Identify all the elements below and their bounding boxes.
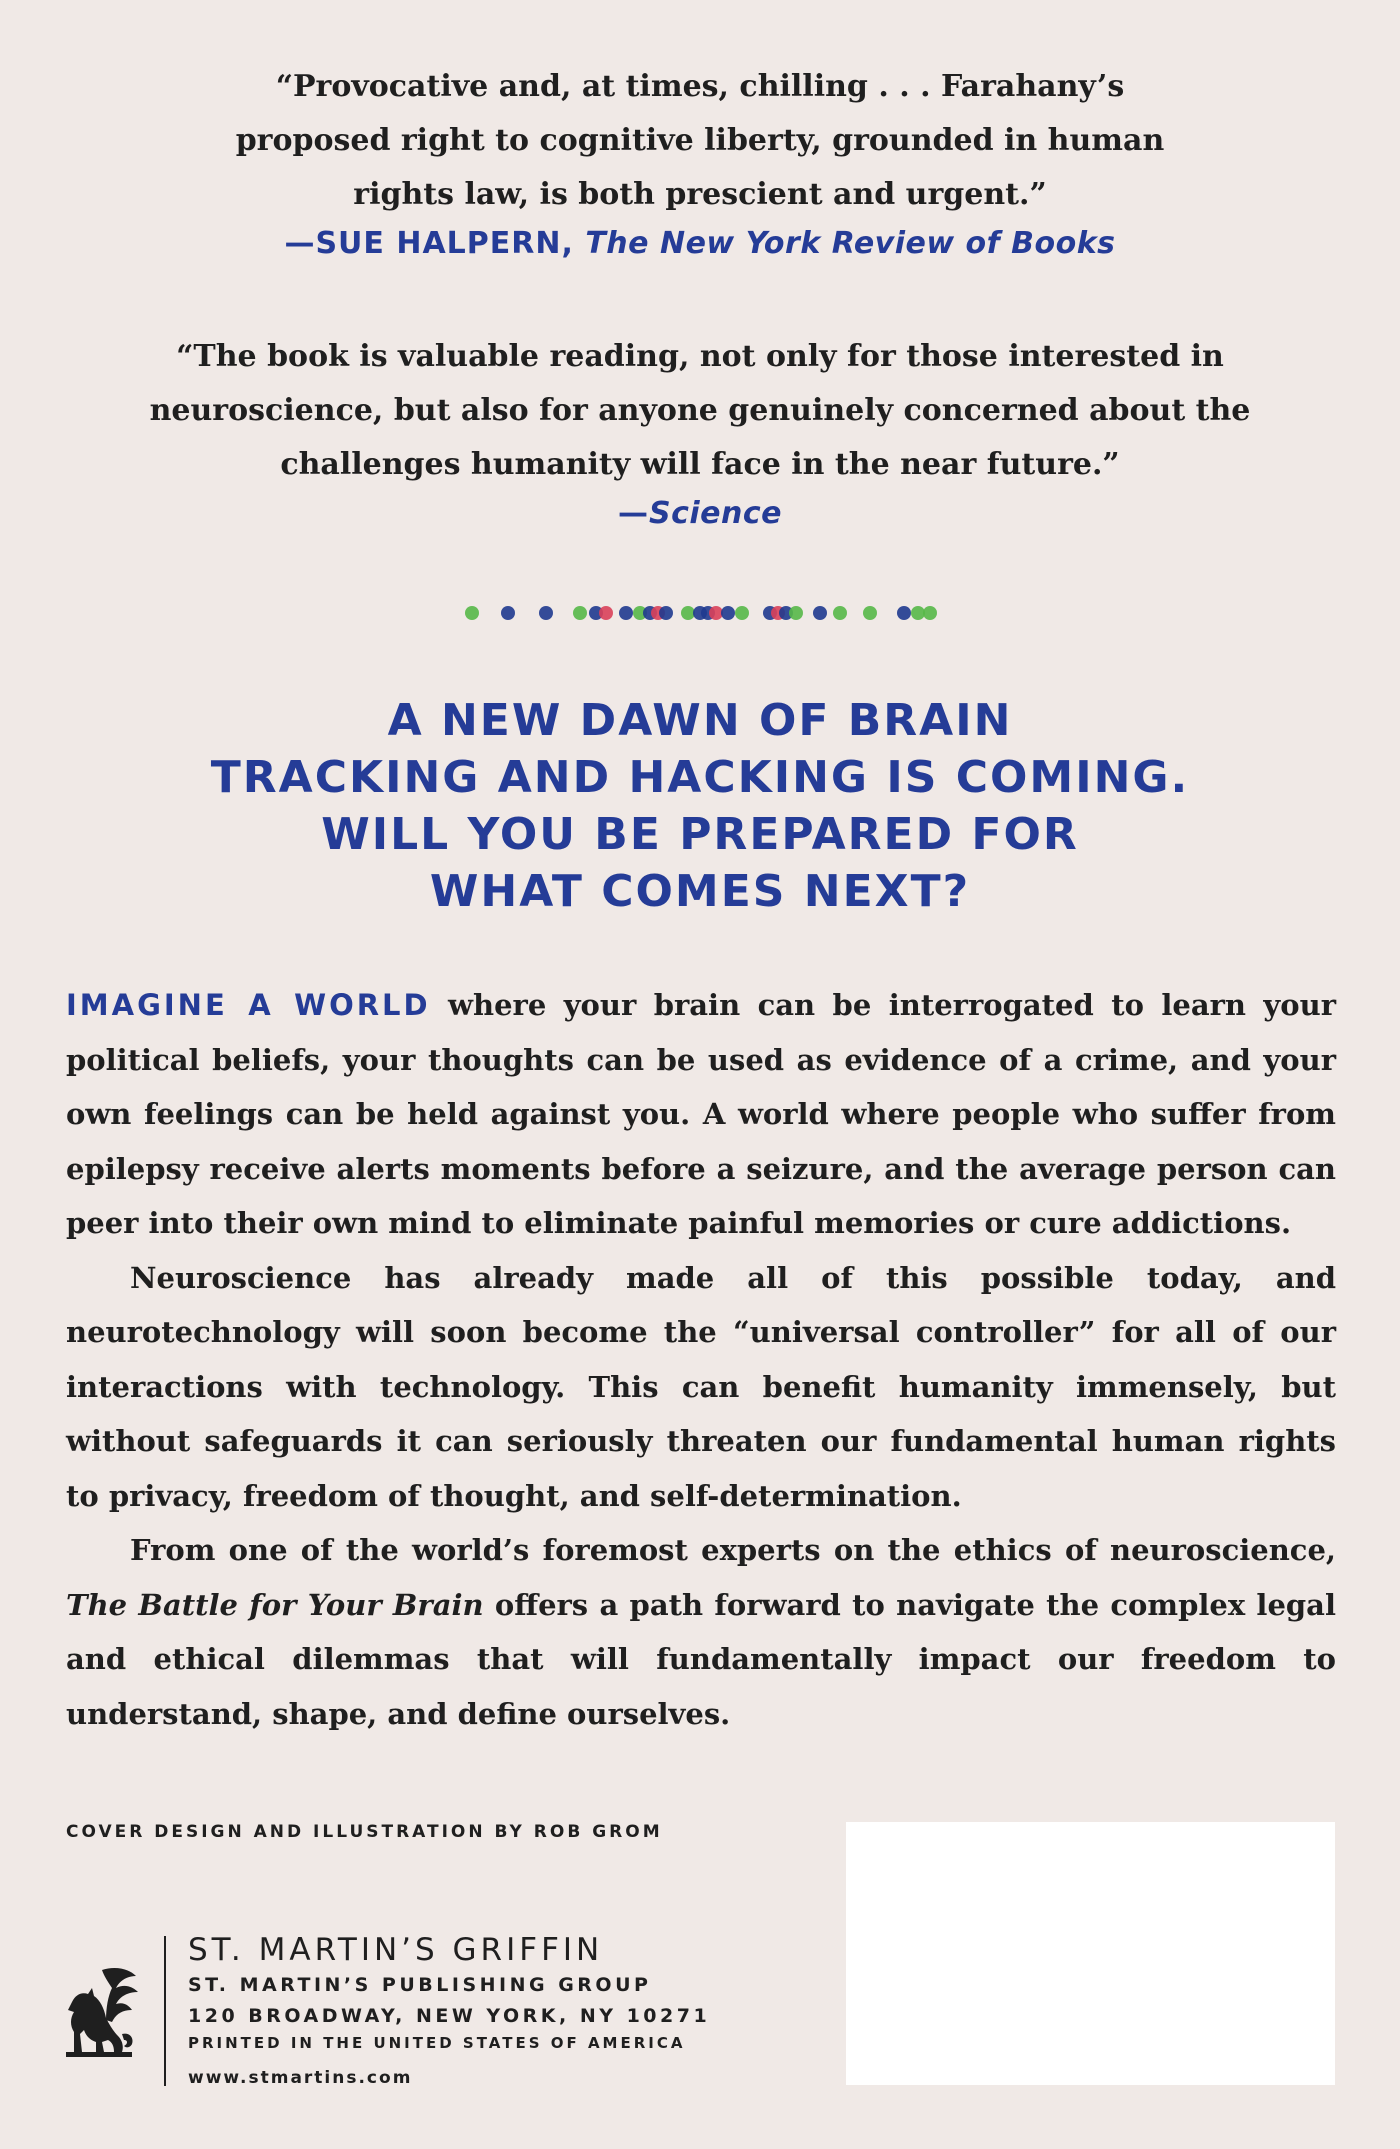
divider-dot: [709, 606, 723, 620]
divider-dot: [573, 606, 587, 620]
printed-in: PRINTED IN THE UNITED STATES OF AMERICA: [188, 2034, 686, 2052]
divider-dot: [501, 606, 515, 620]
description-paragraph-3: [66, 1523, 1336, 1741]
book-title: The Battle for Your Brain: [66, 1587, 484, 1622]
divider-dot: [599, 606, 613, 620]
quote-attribution-2: [100, 496, 1300, 531]
paragraph-text: From one of the world’s foremost experts on the ethics of neuroscience,: [130, 1533, 1336, 1567]
divider-dot: [539, 606, 553, 620]
headline: [60, 692, 1340, 920]
logo-divider: [164, 1936, 166, 2086]
dot-divider-icon: [0, 595, 1400, 631]
publisher-group: ST. MARTIN’S PUBLISHING GROUP: [188, 1974, 652, 1996]
divider-dot: [721, 606, 735, 620]
description: [66, 978, 1336, 1741]
divider-dot: [897, 606, 911, 620]
griffin-icon: [62, 1962, 142, 2062]
divider-dot: [833, 606, 847, 620]
quote-line: proposed right to cognitive liberty, grounded in human: [235, 123, 1165, 158]
description-paragraph-2: Neuroscience has already made all of this possible today, and neurotechnology will soon become the “universal controller” for all of our interactions with technology. This can benefit humanity immensely, but without safeguards it can seriously threaten our fundamental human rights to privacy, freedom of thought, and self-determination.: [66, 1260, 1336, 1513]
barcode-area: [846, 1822, 1335, 2085]
paragraph-text: where your brain can be interrogated to learn your political beliefs, your thoughts can be used as evidence of a crime, and your own feelings can be held against you. A world where people who suffer from epilepsy receive alerts moments before a seizure, and the average person can peer into their own mind to eliminate painful memories or cure addictions.: [66, 988, 1336, 1240]
publisher-address: 120 BROADWAY, NEW YORK, NY 10271: [188, 2005, 711, 2027]
headline-line: TRACKING AND HACKING IS COMING.: [210, 752, 1190, 803]
publisher-name: ST. MARTIN’S GRIFFIN: [188, 1932, 604, 1968]
quote-attribution-1: [100, 226, 1300, 261]
paragraph-text: offers a path forward to navigate the complex legal and ethical dilemmas that will fundamentally impact our freedom to understand, shape, and define ourselves.: [66, 1587, 1336, 1731]
attribution-name: —SUE HALPERN,: [284, 226, 574, 261]
headline-line: WILL YOU BE PREPARED FOR: [321, 809, 1079, 860]
attribution-publication: The New York Review of Books: [585, 226, 1116, 261]
quote-line: rights law, is both prescient and urgent.”: [353, 177, 1047, 212]
attribution-name: —: [617, 496, 649, 531]
headline-line: A NEW DAWN OF BRAIN: [387, 695, 1013, 746]
cover-credit: COVER DESIGN AND ILLUSTRATION BY ROB GROM: [66, 1822, 663, 1842]
divider-dot: [619, 606, 633, 620]
divider-dot: [789, 606, 803, 620]
quote-line: “Provocative and, at times, chilling . . . Farahany’s: [275, 69, 1125, 104]
review-quote-1: [100, 60, 1300, 222]
divider-dot: [813, 606, 827, 620]
divider-dot: [863, 606, 877, 620]
divider-dot: [735, 606, 749, 620]
divider-dot: [911, 606, 925, 620]
divider-dot: [923, 606, 937, 620]
lead-in: IMAGINE A WORLD: [66, 988, 431, 1022]
review-quote-2: [100, 330, 1300, 492]
publisher-website[interactable]: www.stmartins.com: [188, 2068, 413, 2088]
attribution-publication: Science: [648, 496, 782, 531]
divider-dot: [465, 606, 479, 620]
quote-line: challenges humanity will face in the near future.”: [280, 447, 1120, 482]
divider-dot: [659, 606, 673, 620]
description-paragraph-1: [66, 978, 1336, 1251]
divider-dot: [681, 606, 695, 620]
headline-line: WHAT COMES NEXT?: [429, 866, 971, 917]
quote-line: neuroscience, but also for anyone genuinely concerned about the: [149, 393, 1251, 428]
quote-line: “The book is valuable reading, not only for those interested in: [176, 339, 1224, 374]
